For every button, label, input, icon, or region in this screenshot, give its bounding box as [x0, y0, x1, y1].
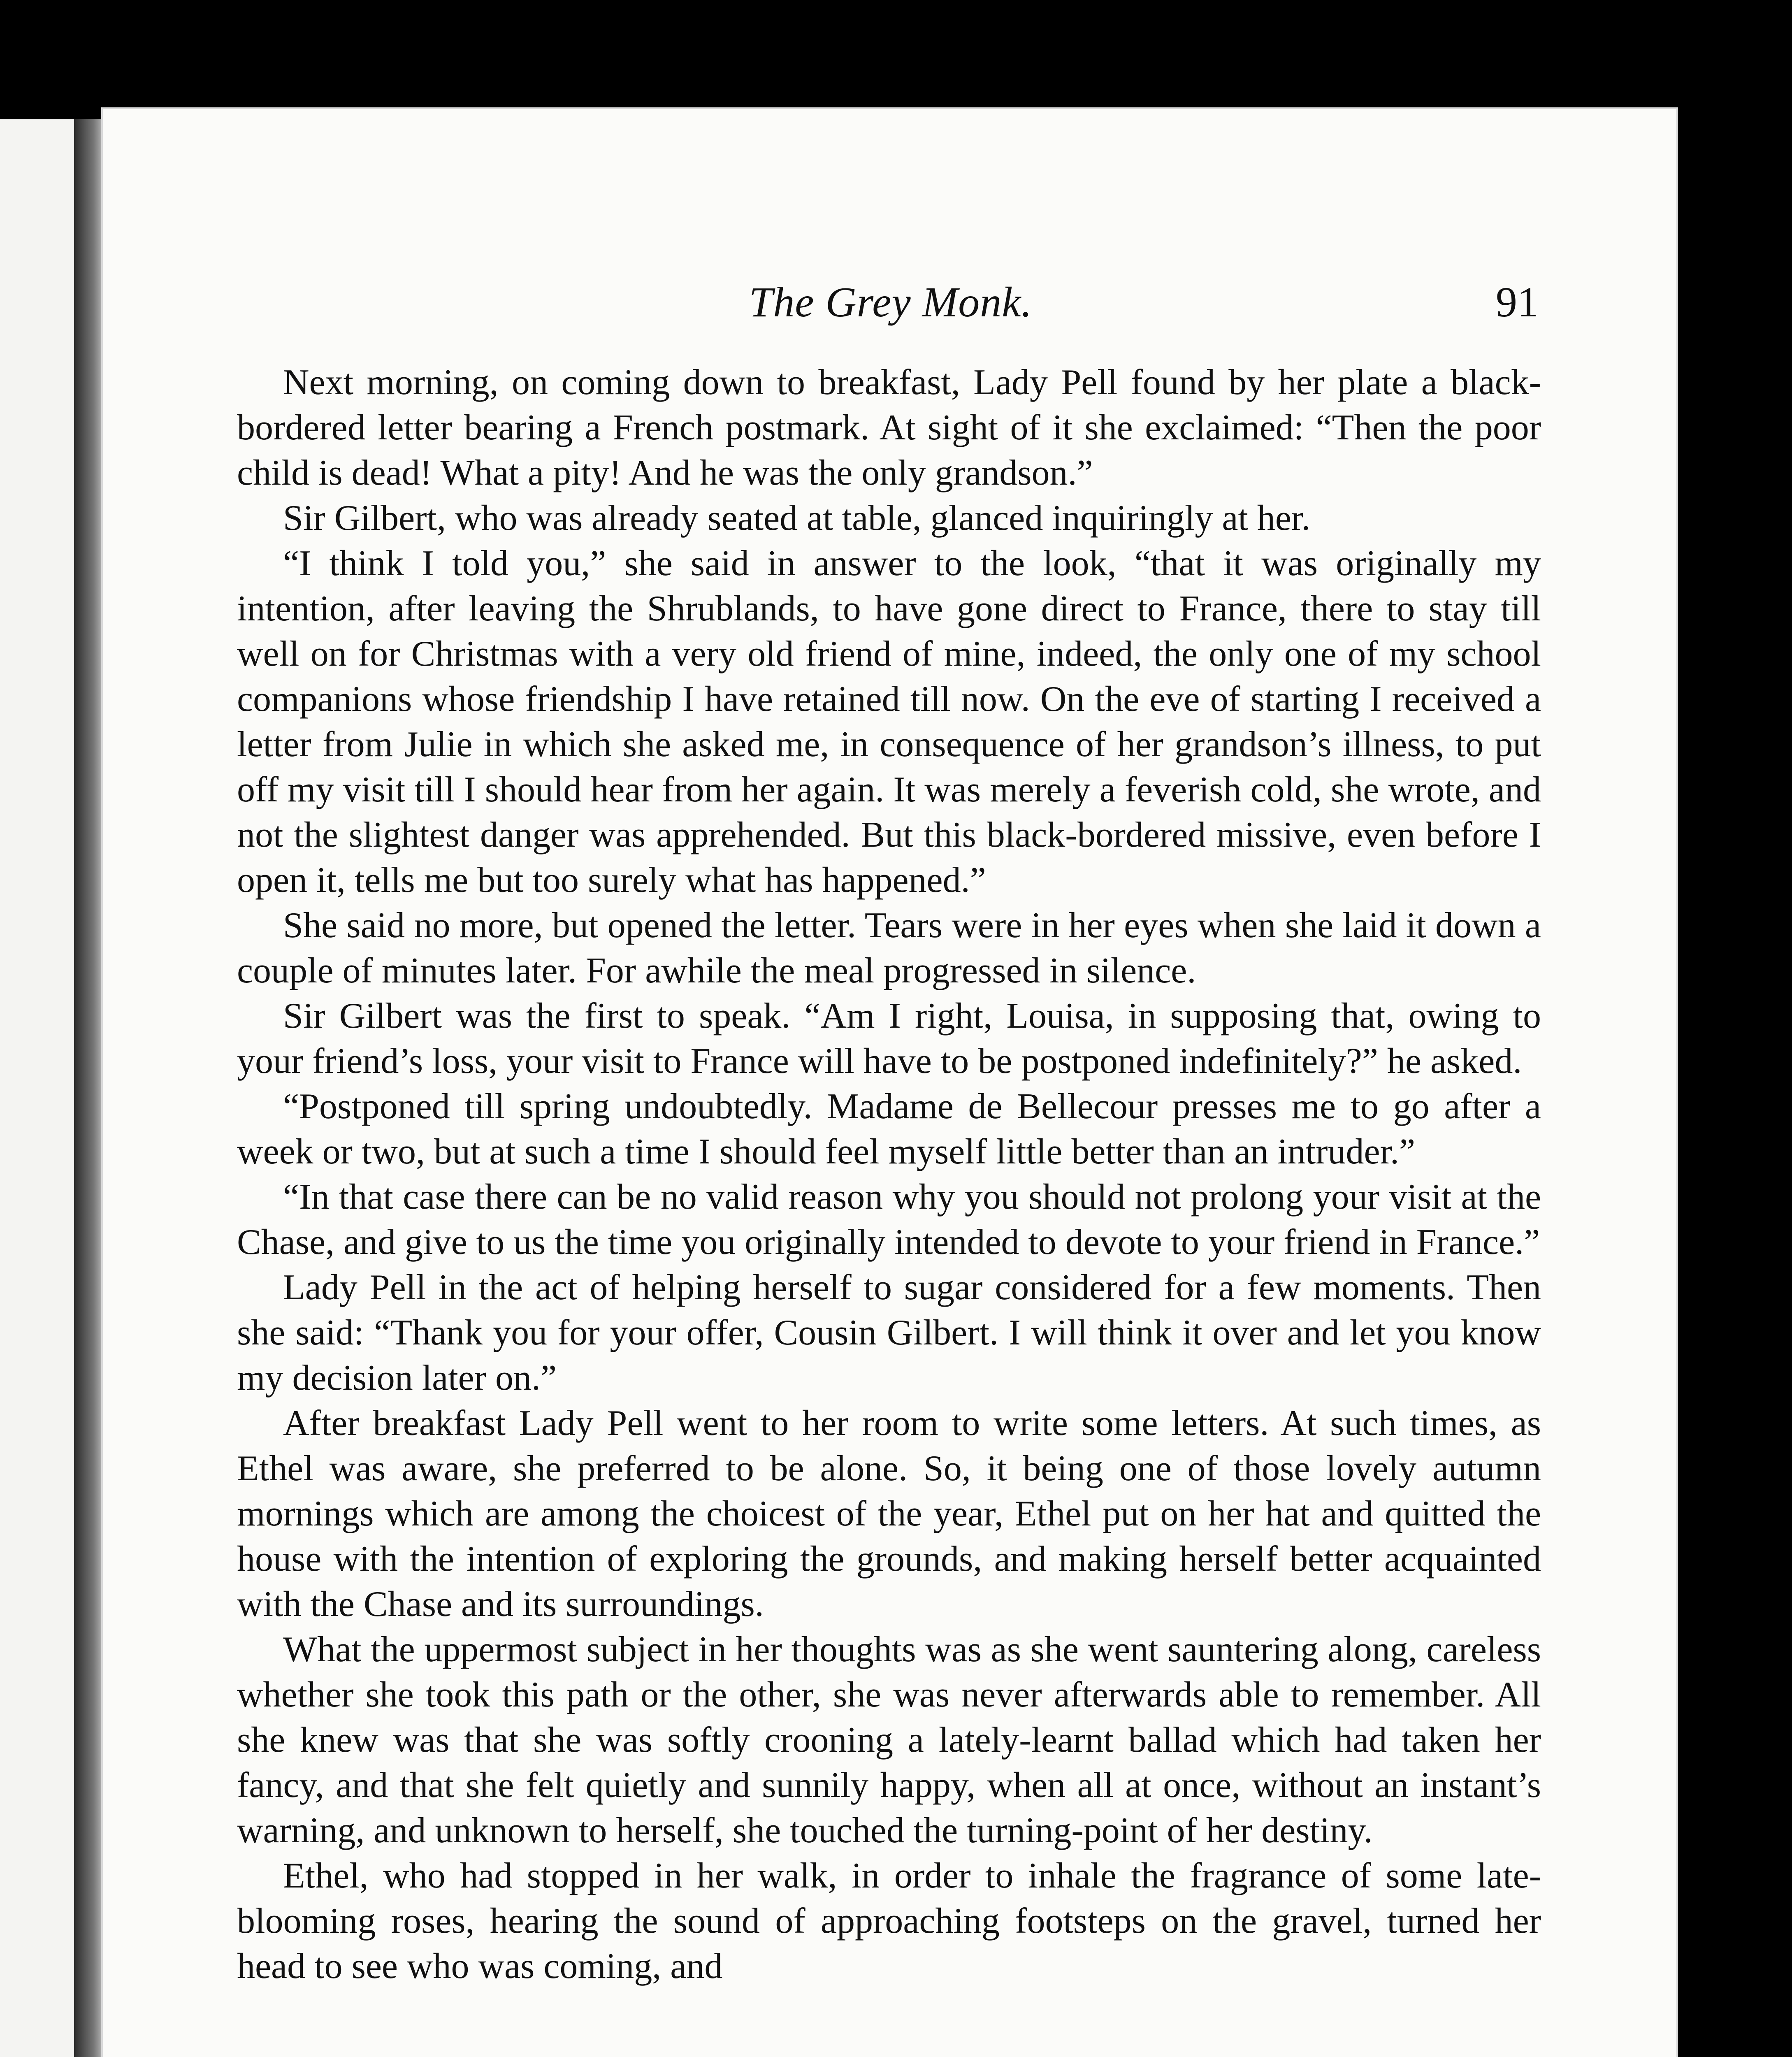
paragraph: Lady Pell in the act of helping herself to sugar considered for a few moments. Then she said: “Thank you for your offer, Cousin Gilbert. I will think it over and let you know my decision later on.”	[237, 1268, 1541, 1398]
paragraph: “Postponed till spring undoubtedly. Madame de Bellecour presses me to go after a week or two, but at such a time I should feel myself little better than an intruder.”	[237, 1087, 1541, 1172]
paragraph: Sir Gilbert, who was already seated at table, glanced inquiringly at her.	[283, 498, 1311, 538]
left-page-edge	[0, 119, 80, 2057]
page-number: 91	[1496, 279, 1539, 326]
paragraph: She said no more, but opened the letter. Tears were in her eyes when she laid it down a couple of minutes later. For awhile the meal progressed in silence.	[237, 905, 1541, 991]
paragraph: After breakfast Lady Pell went to her room to write some letters. At such times, as Ethel was aware, she preferred to be alone. So, it being one of those lovely autumn mornings which are among the choicest of the year, Ethel put on her hat and quitted the house with the intention of exploring the grounds, and making herself better acquainted with the Chase and its surroundings.	[237, 1403, 1541, 1624]
paragraph: “I think I told you,” she said in answer to the look, “that it was originally my intention, after leaving the Shrublands, to have gone direct to France, there to stay till well on for Christmas with a very old friend of mine, indeed, the only one of my school companions whose friendship I have retained till now. On the eve of starting I received a letter from Julie in which she asked me, in consequence of her grandson’s illness, to put off my visit till I should hear from her again. It was merely a feverish cold, she wrote, and not the slightest danger was apprehended. But this black-bordered missive, even before I open it, tells me but too surely what has happened.”	[237, 543, 1541, 900]
page-header	[243, 278, 1539, 339]
body-text	[237, 360, 1541, 1989]
paragraph: What the uppermost subject in her thoughts was as she went sauntering along, careless whether she took this path or the other, she was never afterwards able to remember. All she knew was that she was softly crooning a lately-learnt ballad which had taken her fancy, and that she felt quietly and sunnily happy, when all at once, without an instant’s warning, and unknown to herself, she touched the turning-point of her destiny.	[237, 1630, 1541, 1850]
paragraph: Ethel, who had stopped in her walk, in order to inhale the fragrance of some late-blooming roses, hearing the sound of approaching footsteps on the gravel, turned her head to see who was coming, and	[237, 1856, 1541, 1986]
running-title: The Grey Monk.	[749, 279, 1033, 326]
paragraph: Sir Gilbert was the first to speak. “Am I right, Louisa, in supposing that, owing to your friend’s loss, your visit to France will have to be postponed indefinitely?” he asked.	[237, 996, 1541, 1081]
book-page	[103, 109, 1676, 2057]
paragraph: Next morning, on coming down to breakfast, Lady Pell found by her plate a black-bordered letter bearing a French postmark. At sight of it she exclaimed: “Then the poor child is dead! What a pity! And he was the only grandson.”	[237, 362, 1541, 493]
book-gutter	[74, 119, 107, 2057]
paragraph: “In that case there can be no valid reason why you should not prolong your visit at the Chase, and give to us the time you originally intended to devote to your friend in France.”	[237, 1177, 1541, 1262]
